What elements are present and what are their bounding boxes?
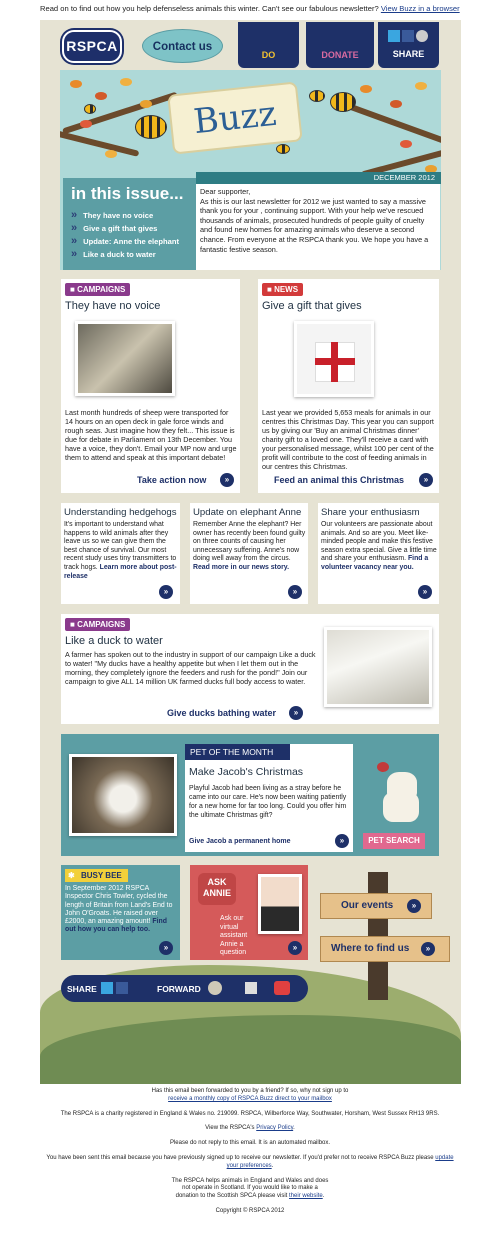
share-forward-bar xyxy=(61,975,308,1002)
arrow-icon[interactable]: » xyxy=(159,585,173,599)
bee-icon xyxy=(309,90,325,102)
card-body: Last month hundreds of sheep were transported for 14 hours on an open deck in gale force winds and rough seas. Just imagine how they felt... This issue is due for debate in Parliament on 13th December. You have a voice, they don't. Email your MP now and urge them to attend and speak at this important debate! xyxy=(65,408,237,462)
facebook-icon[interactable] xyxy=(402,30,414,42)
card-body: It's important to understand what happens to wild animals after they leave us so we can give them the best chance of survival. Our most recent study uses tiny transmitters to track hogs. Learn more about post-release xyxy=(64,521,177,580)
ask-annie-text[interactable]: Ask our virtual assistant Annie a question xyxy=(220,915,248,956)
find-out-link[interactable]: Find out how you can help too. xyxy=(65,918,167,934)
footer: Has this email been forwarded to you by a friend? If so, why not sign up to receive a monthly copy of RSPCA Buzz direct to your mailbox The RSPCA is a charity registered in England & Wales no. 219099. RSPCA, Wilberforce Way, Southwater, Horsham, West Sussex RH13 9RS. View the RSPCA's Privacy Policy. Please do not reply to this email. It is an automated mailbox. You have been sent this email because you have previously signed up to receive our newsletter. If you'd prefer not to receive RSPCA Buzz please update your preferences. The RSPCA helps animals in England and Wales and does not operate in Scotland. If you would like to make a donation to the Scottish SPCA please visit their website. Copyright © RSPCA 2012 xyxy=(40,1088,460,1223)
footer-charity-info: The RSPCA is a charity registered in England & Wales no. 219099. RSPCA, Wilberforce Way, Southwater, Horsham, West Sussex RH13 9RS. xyxy=(60,1110,440,1117)
hedgehogs-card xyxy=(61,503,180,604)
bee-icon xyxy=(84,104,96,114)
share-tab[interactable]: SHARE xyxy=(378,22,439,68)
share-label: SHARE xyxy=(67,984,97,994)
pet-badge: PET OF THE MONTH xyxy=(185,744,290,760)
bebo-icon[interactable] xyxy=(245,982,257,994)
arrow-icon[interactable]: » xyxy=(159,941,173,955)
take-action-link[interactable]: Take action now xyxy=(137,475,207,485)
busy-bee-panel xyxy=(61,865,180,960)
privacy-policy-link[interactable]: Privacy Policy xyxy=(256,1125,294,1132)
arrow-icon[interactable]: » xyxy=(289,706,303,720)
greeting: Dear supporter, xyxy=(200,187,251,196)
card-body: Last year we provided 5,653 meals for animals in our centres this Christmas Day. This year you can support us by giving our 'Buy an animal Christmas dinner' charity gift to a loved one. They'll receive a card with your personalised message, whilst 100 per cent of the profit will contribute to the cost of feeding animals in our centres this Christmas. xyxy=(262,408,434,471)
intro-text: As this is our last newsletter for 2012 we just wanted to say a massive thank you for your , continuing support. With your help we've rescued thousands of animals, prosecuted hundreds of people guilty of cruelty and found new homes for amazing animals who deserve a second chance. From everyone at the RSPCA thank you. We hope you have a fantastic festive season. xyxy=(200,196,429,254)
forward-icon[interactable] xyxy=(416,30,428,42)
annie-photo xyxy=(258,874,302,934)
preheader xyxy=(40,4,460,13)
our-events-sign[interactable]: Our events » xyxy=(320,893,432,919)
ask-annie-badge: ASK ANNIE xyxy=(198,873,236,905)
issue-link[interactable]: » Like a duck to water xyxy=(71,248,179,261)
forward-label: FORWARD xyxy=(157,984,201,994)
in-this-issue-heading: in this issue... xyxy=(71,184,184,203)
footer-noreply: Please do not reply to this email. It is an automated mailbox. xyxy=(169,1140,331,1147)
gift-photo xyxy=(294,321,374,397)
ask-annie-panel xyxy=(190,865,308,960)
twitter-icon[interactable] xyxy=(101,982,113,994)
news-card xyxy=(258,279,439,493)
facebook-icon[interactable] xyxy=(116,982,128,994)
pet-search-button[interactable]: PET SEARCH xyxy=(363,833,425,849)
card-body: Remember Anne the elephant? Her owner has recently been found guilty on three counts of causing her unnecessary suffering. Anne's now doing well away from the circus. Read more in our news story. xyxy=(193,521,306,571)
view-in-browser-link[interactable]: View Buzz in a browser xyxy=(380,4,460,13)
ducks-photo xyxy=(324,627,432,707)
card-body: Our volunteers are passionate about animals. And so are you. Meet like-minded people and make this festive season extra special. Give a little time and share your enthusiasm. Find a volunteer vacancy near you. xyxy=(321,521,437,571)
campaigns-tag: ■ CAMPAIGNS xyxy=(65,283,130,296)
enthusiasm-card xyxy=(318,503,439,604)
twitter-icon[interactable] xyxy=(388,30,400,42)
tv-icon[interactable] xyxy=(274,981,290,995)
donate-tab[interactable]: DONATE xyxy=(306,22,374,68)
card-body: A farmer has spoken out to the industry in support of our campaign Like a duck to water! "My ducks have a healthy appetite but when I let them out in the morning, they completely ignore the feeders and rush for the pond!" Join our campaign to give ALL 14 million UK farmed ducks full body access to water. xyxy=(65,650,316,686)
intro-letter xyxy=(196,184,440,270)
card-title: They have no voice xyxy=(65,300,161,312)
busy-bee-tag: ✱ BUSY BEE xyxy=(65,869,128,882)
arrow-icon: » xyxy=(407,899,421,913)
adopt-jacob-link[interactable]: Give Jacob a permanent home xyxy=(189,838,291,845)
news-tag: ■ NEWS xyxy=(262,283,303,296)
card-title: Understanding hedgehogs xyxy=(64,507,177,518)
pet-title: Make Jacob's Christmas xyxy=(189,766,304,778)
bathing-water-link[interactable]: Give ducks bathing water xyxy=(167,708,277,718)
copyright: Copyright © RSPCA 2012 xyxy=(215,1207,285,1214)
arrow-icon[interactable]: » xyxy=(335,834,349,848)
arrow-icon: » xyxy=(421,942,435,956)
bee-icon xyxy=(330,92,356,112)
issue-date: DECEMBER 2012 xyxy=(196,172,441,184)
signup-link[interactable]: receive a monthly copy of RSPCA Buzz direct to your mailbox xyxy=(168,1095,332,1102)
forward-icon[interactable] xyxy=(208,981,222,995)
campaign-card xyxy=(61,279,240,493)
ducks-card xyxy=(61,614,439,724)
where-to-find-us-sign[interactable]: Where to find us » xyxy=(320,936,450,962)
issue-link[interactable]: » Update: Anne the elephant xyxy=(71,235,179,248)
feed-animal-link[interactable]: Feed an animal this Christmas xyxy=(274,475,405,485)
rspca-logo[interactable]: RSPCA xyxy=(62,30,122,63)
dog-illustration-icon xyxy=(373,762,425,832)
contact-us-button[interactable]: Contact us xyxy=(142,29,223,63)
card-title: Like a duck to water xyxy=(65,635,163,647)
arrow-icon[interactable]: » xyxy=(288,941,302,955)
campaigns-tag: ■ CAMPAIGNS xyxy=(65,618,130,631)
anne-card xyxy=(190,503,308,604)
card-title: Update on elephant Anne xyxy=(193,507,302,518)
issue-link[interactable]: » They have no voice xyxy=(71,209,179,222)
update-preferences-link[interactable]: update your preferences xyxy=(226,1154,454,1169)
scottish-spca-link[interactable]: their website xyxy=(289,1193,323,1200)
read-more-link[interactable]: Read more in our news story. xyxy=(193,563,289,571)
sheep-photo xyxy=(75,321,175,396)
arrow-icon[interactable]: » xyxy=(220,473,234,487)
card-title: Share your enthusiasm xyxy=(321,507,420,518)
busy-bee-body: In September 2012 RSPCA Inspector Chris Towler, cycled the length of Britain from Land's End to John O'Groats. He raised over £2000, an amazing amount! Find out how you can help too. xyxy=(65,885,173,934)
bee-icon xyxy=(135,115,167,139)
in-this-issue-panel xyxy=(63,178,196,270)
bee-icon xyxy=(276,144,290,154)
cat-photo xyxy=(69,754,177,836)
arrow-icon[interactable]: » xyxy=(418,585,432,599)
pet-of-month-panel xyxy=(61,734,439,856)
flower-icon: ✱ xyxy=(68,871,75,880)
learn-more-link[interactable]: Learn more about post-release xyxy=(64,563,177,580)
preheader-text: Read on to find out how you help defenseless animals this winter. Can't see our fabulous newsletter? xyxy=(40,4,379,13)
arrow-icon[interactable]: » xyxy=(288,585,302,599)
do-tab[interactable]: DO xyxy=(238,22,299,68)
volunteer-link[interactable]: Find a volunteer vacancy near you. xyxy=(321,555,429,571)
card-title: Give a gift that gives xyxy=(262,300,362,312)
arrow-icon[interactable]: » xyxy=(419,473,433,487)
buzz-title-banner: Buzz xyxy=(167,81,303,154)
pet-body: Playful Jacob had been living as a stray before he came into our care. He's now been waiting patiently for a new home for far too long. Could you offer him the ultimate Christmas gift? xyxy=(189,785,347,819)
issue-link[interactable]: » Give a gift that gives xyxy=(71,222,179,235)
